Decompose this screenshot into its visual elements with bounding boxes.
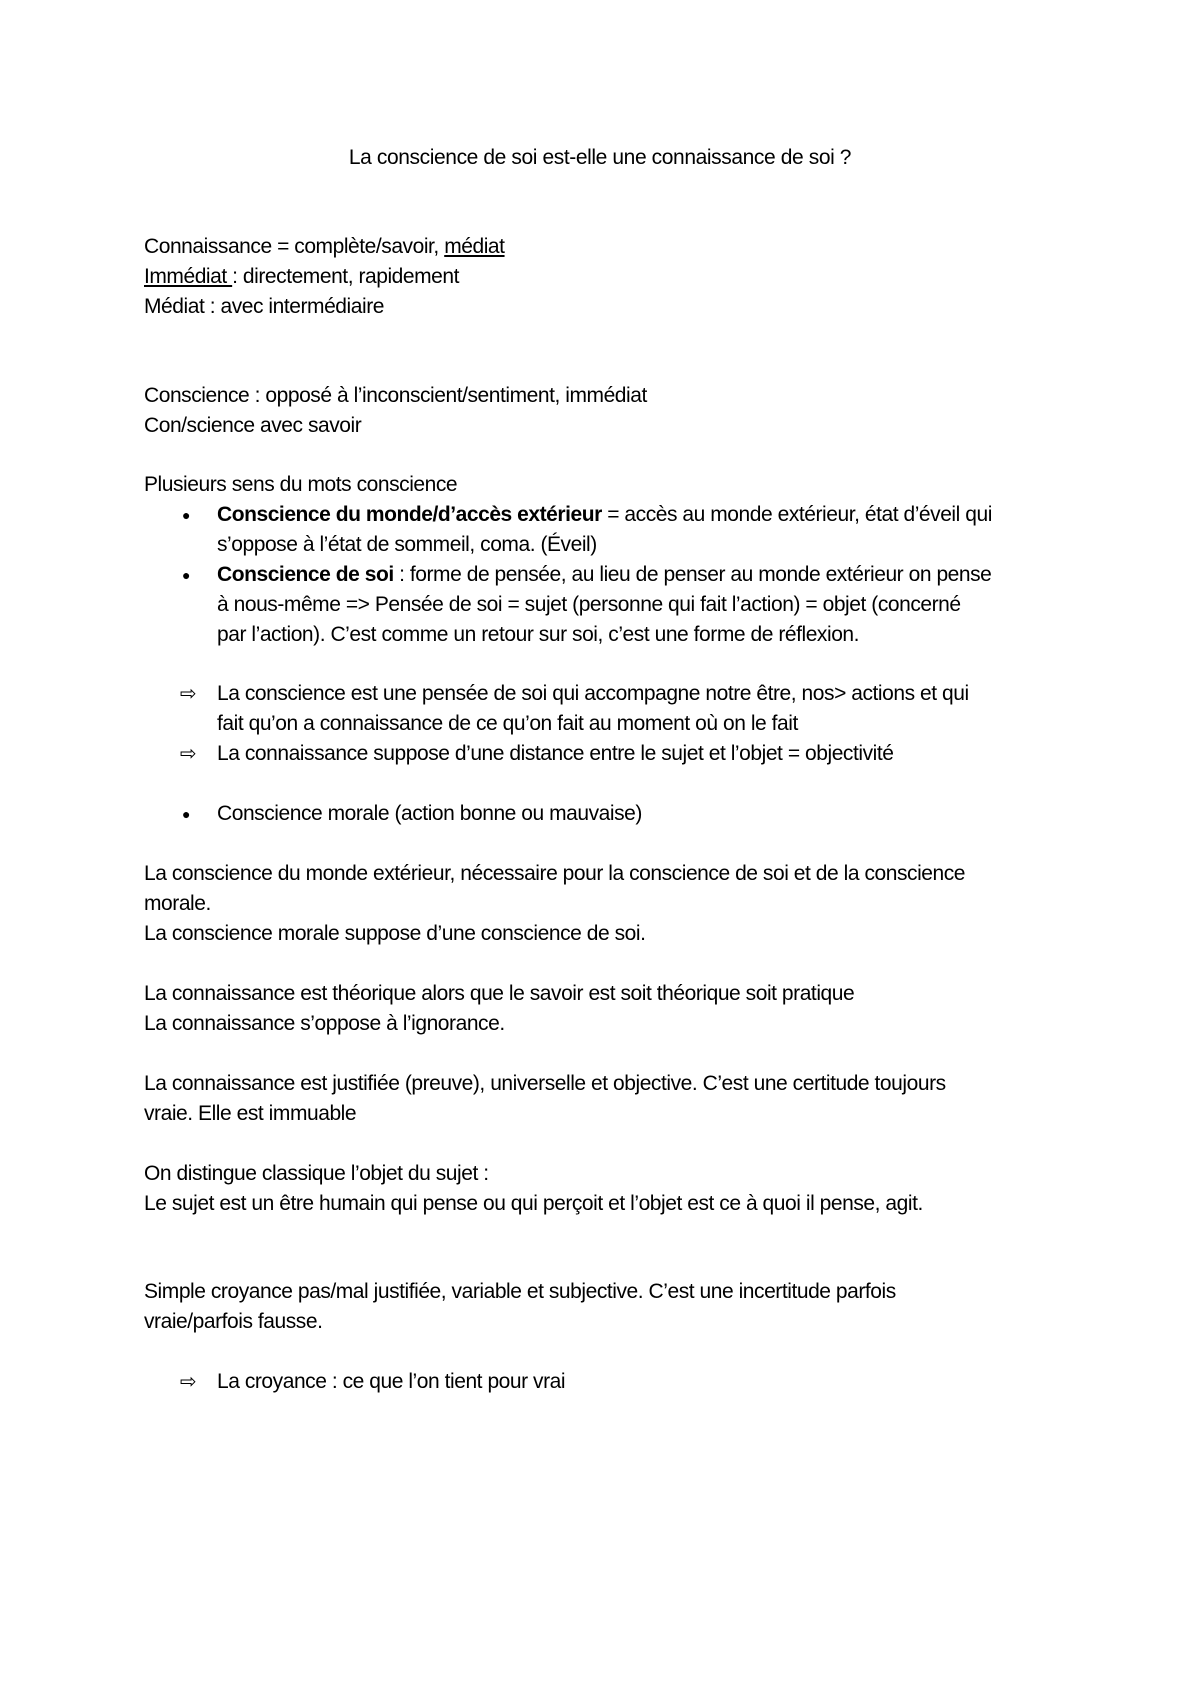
bullet-icon: ● [182, 507, 191, 523]
arrow-item-croyance: La croyance : ce que l’on tient pour vrai [217, 1370, 566, 1393]
bullet-conscience-soi-cont: à nous-même => Pensée de soi = sujet (personne qui fait l’action) = objet (concerné [217, 593, 961, 616]
definition-immediat [144, 262, 459, 292]
bullet-text: : forme de pensée, au lieu de penser au monde extérieur on pense [393, 563, 992, 586]
bullet-conscience-soi [217, 560, 991, 590]
paragraph-line: vraie/parfois fausse. [144, 1310, 323, 1333]
arrow-right-icon: ⇨ [180, 743, 197, 765]
document-title: La conscience de soi est-elle une connaissance de soi ? [348, 146, 852, 169]
definition-conscience: Conscience : opposé à l’inconscient/sentiment, immédiat [144, 384, 647, 407]
paragraph-line: La conscience morale suppose d’une conscience de soi. [144, 922, 646, 945]
bullet-text: = accès au monde extérieur, état d’éveil qui [601, 503, 992, 526]
underlined-term-immediat: Immédiat [144, 265, 233, 288]
paragraph-line: La connaissance est justifiée (preuve), universelle et objective. C’est une certitude toujours [144, 1072, 946, 1095]
arrow-right-icon: ⇨ [180, 683, 197, 705]
bold-term: Conscience du monde/d’accès extérieur [217, 503, 602, 526]
paragraph-line: On distingue classique l’objet du sujet : [144, 1162, 489, 1185]
paragraph-line: morale. [144, 892, 211, 915]
paragraph-line: La connaissance est théorique alors que le savoir est soit théorique soit pratique [144, 982, 855, 1005]
arrow-item-pensee-de-soi: La conscience est une pensée de soi qui accompagne notre être, nos> actions et qui [217, 682, 969, 705]
arrow-item-distance: La connaissance suppose d’une distance entre le sujet et l’objet = objectivité [217, 742, 894, 765]
underlined-term-mediat: médiat [444, 235, 505, 258]
definition-connaissance [144, 232, 505, 262]
bullet-conscience-soi-cont: par l’action). C’est comme un retour sur soi, c’est une forme de réflexion. [217, 623, 860, 646]
bullet-icon: ● [182, 806, 191, 822]
definition-text: : directement, rapidement [232, 265, 460, 288]
bullet-conscience-morale: Conscience morale (action bonne ou mauvaise) [217, 802, 642, 825]
definition-mediat: Médiat : avec intermédiaire [144, 295, 384, 318]
arrow-item-pensee-de-soi-cont: fait qu’on a connaissance de ce qu’on fait au moment où on le fait [217, 712, 798, 735]
bullet-conscience-monde [217, 500, 992, 530]
paragraph-line: La connaissance s’oppose à l’ignorance. [144, 1012, 505, 1035]
paragraph-line: Simple croyance pas/mal justifiée, variable et subjective. C’est une incertitude parfois [144, 1280, 896, 1303]
paragraph-line: Le sujet est un être humain qui pense ou qui perçoit et l’objet est ce à quoi il pense, agit. [144, 1192, 923, 1215]
bold-term: Conscience de soi [217, 563, 394, 586]
bullet-icon: ● [182, 567, 191, 583]
paragraph-line: vraie. Elle est immuable [144, 1102, 357, 1125]
bullet-conscience-monde-cont: s’oppose à l’état de sommeil, coma. (Éveil) [217, 533, 597, 556]
sens-intro: Plusieurs sens du mots conscience [144, 473, 458, 496]
paragraph-line: La conscience du monde extérieur, nécessaire pour la conscience de soi et de la conscience [144, 862, 966, 885]
definition-con-science: Con/science avec savoir [144, 414, 362, 437]
definition-text: Connaissance = complète/savoir, [144, 235, 445, 258]
arrow-right-icon: ⇨ [180, 1371, 197, 1393]
